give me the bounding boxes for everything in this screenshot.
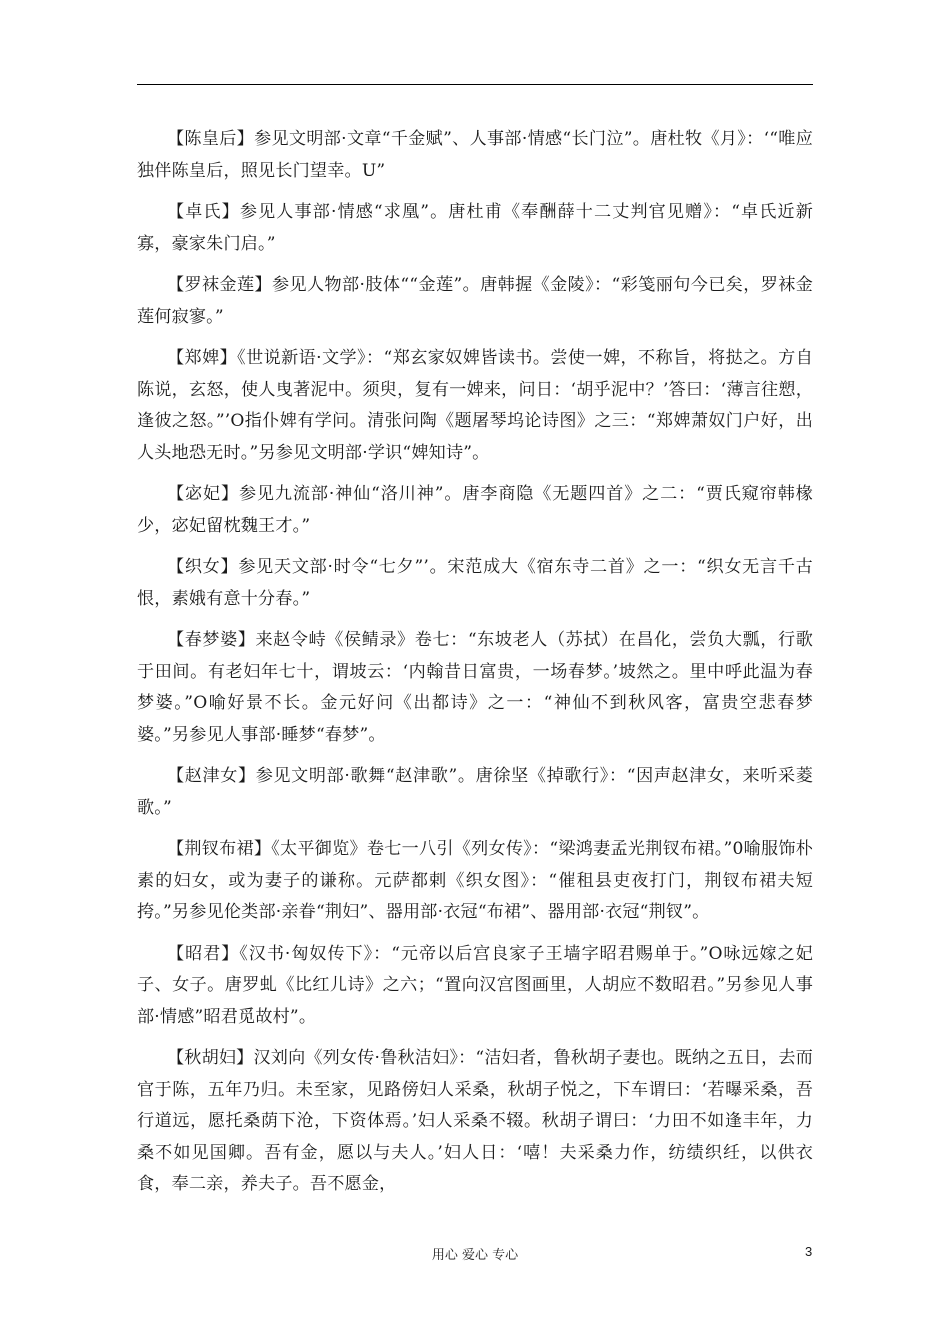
- entry-text: 参见人事部·情感“求凰”。唐杜甫《奉酬薛十二丈判官见赠》：“卓氏近新寡，豪家朱门启。”: [137, 202, 813, 254]
- entry-term: 【陈皇后】: [167, 129, 255, 149]
- entry-text: 《汉书·匈奴传下》：“元帝以后宫良家子王墙字昭君赐单于。”O咏远嫁之妃子、女子。唐罗虬《比红儿诗》之六；“置向汉宫图画里，人胡应不数昭君。”另参见人事部·情感”昭君觅故村”。: [137, 943, 813, 1027]
- entry-text: 《太平御览》卷七一八引《列女传》：“梁鸿妻孟光荆钗布裙。”0喻服饰朴素的妇女，或为妻子的谦称。元萨都剌《织女图》：“催租县吏夜打门，荆钗布裙夫短挎。”另参见伦类部·亲眷“荆妇”、器用部·衣冠“布裙”、器用部·衣冠“荆钗”。: [137, 839, 813, 922]
- dictionary-entries: [137, 124, 813, 1211]
- page-footer: [0, 1244, 950, 1266]
- entry-term: 【罗袜金莲】: [167, 275, 273, 295]
- entry-text: 《世说新语·文学》：“郑玄家奴婢皆读书。尝使一婢，不称旨，将挞之。方自陈说，玄怒，使人曳著泥中。须臾，复有一婢来，问日：‘胡乎泥中？’答曰：‘薄言往愬，逢彼之怒。”’O指仆婢有学问。清张问陶《题屠琴坞论诗图》之三：“郑婢萧奴门户好，出人头地恐无时。”另参见文明部·学识“婢知诗”。: [137, 348, 813, 463]
- entry-fufei: [137, 479, 813, 542]
- entry-zhaojun: [137, 939, 813, 1034]
- entry-text: 参见文明部·文章“千金赋”、人事部·情感“长门泣”。唐杜牧《月》：‘“唯应独伴陈皇后，照见长门望幸。U”: [137, 129, 814, 181]
- entry-term: 【郑婢】: [167, 348, 238, 368]
- entry-term: 【昭君】: [167, 943, 240, 964]
- entry-jingchai-buqun: [137, 834, 813, 929]
- entry-term: 【秋胡妇】: [167, 1048, 254, 1068]
- entry-zhengbi: [137, 343, 813, 469]
- entry-term: 【赵津女】: [167, 766, 256, 786]
- entry-zhuoshi: [137, 197, 813, 260]
- entry-term: 【宓妃】: [167, 484, 239, 504]
- entry-text: 参见文明部·歌舞“赵津歌”。唐徐坚《掉歌行》：“因声赵津女，来听采菱歌。”: [137, 766, 813, 818]
- entry-luowa-jinlian: [137, 270, 813, 333]
- entry-term: 【卓氏】: [167, 202, 240, 222]
- entry-text: 参见九流部·神仙“洛川神”。唐李商隐《无题四首》之二：“贾氏窥帘韩椽少，宓妃留枕魏王才。”: [137, 484, 813, 536]
- entry-zhinv: [137, 552, 813, 615]
- entry-chunmengpo: [137, 625, 813, 751]
- entry-zhaojinnv: [137, 761, 813, 824]
- header-rule: [137, 84, 813, 85]
- entry-term: 【织女】: [167, 557, 239, 577]
- entry-chen-huanghou: [137, 124, 813, 187]
- entry-text: 参见人物部·肢体““金莲”。唐韩握《金陵》：“彩笺丽句今已矣，罗袜金莲何寂寥。”: [137, 275, 814, 327]
- footer-motto: 用心 爱心 专心: [431, 1248, 519, 1263]
- entry-text: 参见天文部·时令“七夕”’。宋范成大《宿东寺二首》之一：“织女无言千古恨，素娥有意十分春。”: [137, 557, 813, 609]
- entry-term: 【春梦婆】: [167, 630, 256, 650]
- entry-qiuhufu: [137, 1043, 813, 1201]
- entry-term: 【荆钗布裙】: [167, 839, 272, 859]
- page-number: 3: [805, 1244, 813, 1259]
- entry-text: 汉刘向《列女传·鲁秋洁妇》：“洁妇者，鲁秋胡子妻也。既纳之五日，去而官于陈，五年乃归。未至家，见路傍妇人采桑，秋胡子悦之，下车谓曰：‘若曝采桑，吾行道远，愿托桑荫下沧，下资体焉。’妇人采桑不辍。秋胡子谓曰：‘力田不如逢丰年，力桑不如见国卿。吾有金，愿以与夫人。’妇人日：‘嘻！夫采桑力作，纺绩织纴，以供衣食，奉二亲，养夫子。吾不愿金，: [137, 1048, 813, 1194]
- entry-text: 来赵令峙《侯鲭录》卷七：“东坡老人（苏拭）在昌化，尝负大瓢，行歌于田间。有老妇年七十，谓坡云：‘内翰昔日富贵，一场春梦。’坡然之。里中呼此温为春梦婆。”O喻好景不长。金元好问《出都诗》之一：“神仙不到秋风客，富贵空悲春梦婆。”另参见人事部·睡梦“春梦”。: [137, 630, 813, 745]
